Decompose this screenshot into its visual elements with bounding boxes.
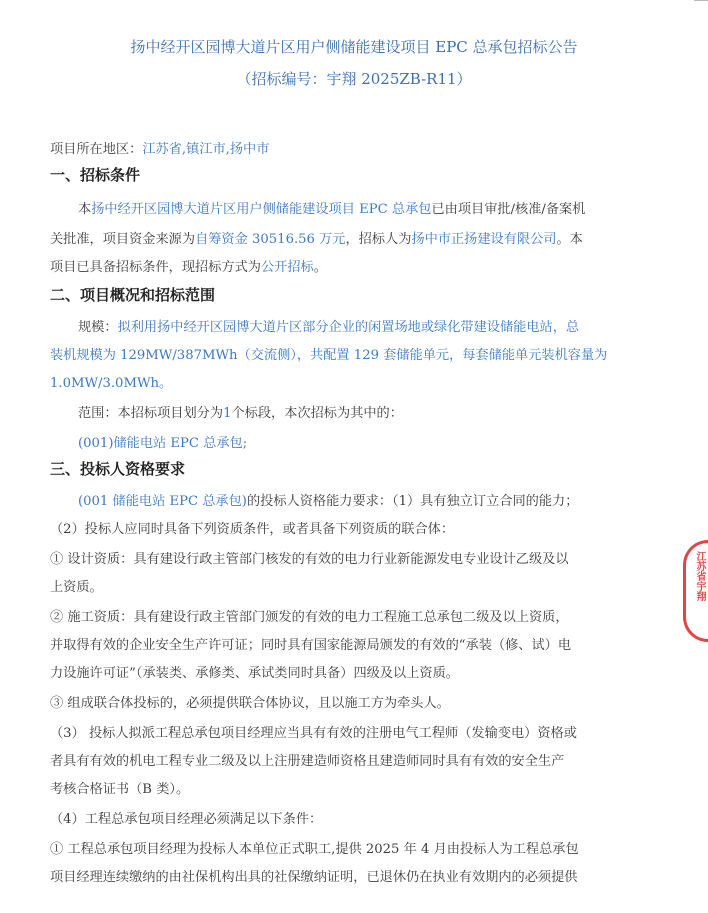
section1-line-2: 关批准，项目资金来源为自筹资金 30516.56 万元，招标人为扬中市正扬建设有限公司。本 <box>50 232 583 247</box>
section3-line-3: ① 设计资质：具有建设行政主管部门核发的有效的电力行业新能源发电专业设计乙级及以 <box>50 552 569 567</box>
location-value: 江苏省,镇江市,扬中市 <box>142 142 270 157</box>
section3-line-4: 上资质。 <box>50 580 103 595</box>
section3-line-14: 项目经理连续缴纳的由社保机构出具的社保缴纳证明，已退休仍在执业有效期内的必须提供 <box>50 870 578 885</box>
section-heading-2: 二、项目概况和招标范围 <box>50 286 216 304</box>
tenderee-name: 扬中市正扬建设有限公司 <box>411 232 557 247</box>
seal-text: 江苏省宇翔 <box>694 551 705 601</box>
project-name: 扬中经开区园博大道片区用户侧储能建设项目 EPC 总承包 <box>91 202 432 217</box>
section3-line-5: ② 施工资质：具有建设行政主管部门颁发的有效的电力工程施工总承包二级及以上资质， <box>50 610 569 625</box>
section3-line-7: 力设施许可证”（承装类、承修类、承试类同时具备）四级及以上资质。 <box>50 666 459 681</box>
section1-line-3: 项目已具备招标条件，现招标方式为公开招标。 <box>50 260 327 275</box>
lot-name: (001)储能电站 EPC 总承包; <box>78 436 248 451</box>
section3-line-9: （3） 投标人拟派工程总承包项目经理应当具有有效的注册电气工程师（发输变电）资格或 <box>50 726 577 741</box>
section1-line-1: 本扬中经开区园博大道片区用户侧储能建设项目 EPC 总承包已由项目审批/核准/备案机 <box>78 202 586 217</box>
location-label: 项目所在地区： <box>50 142 143 157</box>
section2-line-1: 规模：拟利用扬中经开区园博大道片区部分企业的闲置场地或绿化带建设储能电站，总 <box>78 320 580 335</box>
section2-line-3: 1.0MW/3.0MWh。 <box>50 376 173 391</box>
section3-line-8: ③ 组成联合体投标的，必须提供联合体协议，且以施工方为牵头人。 <box>50 696 450 711</box>
tender-method: 公开招标 <box>261 260 314 275</box>
section3-line-13: ① 工程总承包项目经理为投标人本单位正式职工,提供 2025 年 4 月由投标人为工程总承包 <box>50 842 579 857</box>
tender-number: （招标编号：宇翔 2025ZB-R11） <box>236 70 472 88</box>
section3-line-10: 者具有有效的机电工程专业二级及以上注册建造师资格且建造师同时具有有效的安全生产 <box>50 754 565 769</box>
scale-description: 拟利用扬中经开区园博大道片区部分企业的闲置场地或绿化带建设储能电站，总 <box>117 320 580 335</box>
section3-line-1: (001 储能电站 EPC 总承包)的投标人资格能力要求：（1）具有独立订立合同的能力； <box>78 494 579 509</box>
section-heading-3: 三、投标人资格要求 <box>50 460 186 478</box>
section3-line-11: 考核合格证书（B 类）。 <box>50 782 190 797</box>
section3-line-2: （2）投标人应同时具备下列资质条件，或者具备下列资质的联合体： <box>50 522 455 537</box>
official-seal <box>683 540 708 642</box>
scope-line: 范围：本招标项目划分为1个标段，本次招标为其中的： <box>78 406 403 421</box>
top-edge-line <box>694 0 708 1</box>
section-heading-1: 一、招标条件 <box>50 166 141 184</box>
lot-ref: (001 储能电站 EPC 总承包) <box>78 494 247 509</box>
section3-line-6: 并取得有效的企业安全生产许可证；同时具有国家能源局颁发的有效的“承装（修、试）电 <box>50 638 572 653</box>
project-location <box>50 138 269 157</box>
section2-line-2: 装机规模为 129MW/387MWh（交流侧），共配置 129 套储能单元，每套储能单元装机容量为 <box>50 348 608 363</box>
section3-line-12: （4）工程总承包项目经理必须满足以下条件： <box>50 812 323 827</box>
fund-source: 自筹资金 30516.56 万元 <box>195 232 346 247</box>
lot-count: 1 <box>223 406 232 421</box>
announcement-title: 扬中经开区园博大道片区用户侧储能建设项目 EPC 总承包招标公告 <box>130 38 578 56</box>
